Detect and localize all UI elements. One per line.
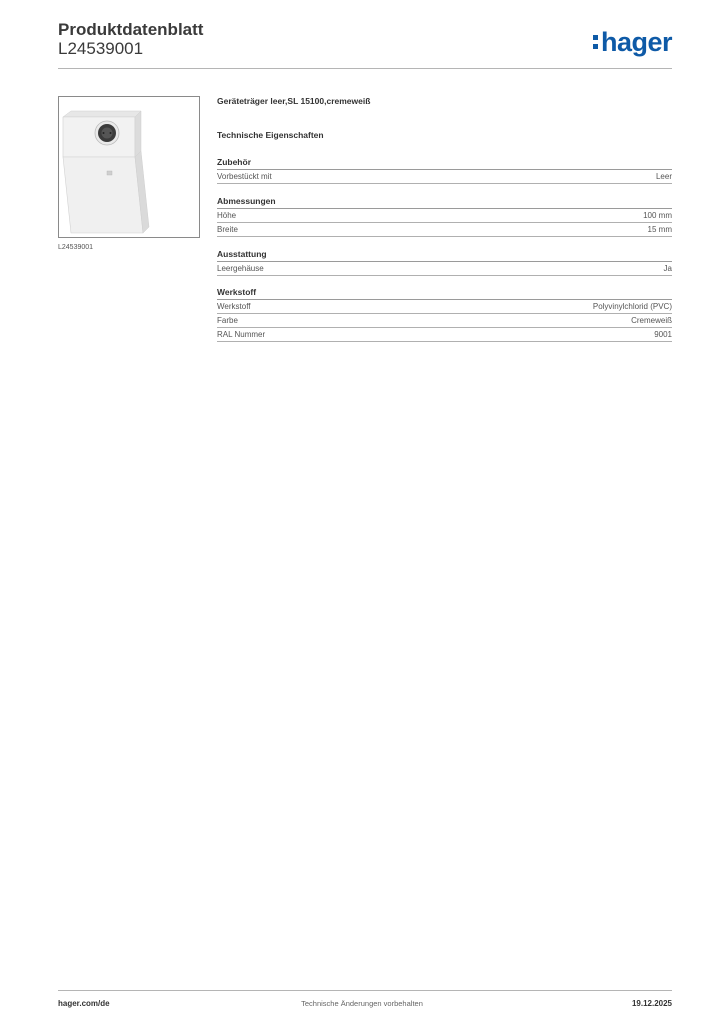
row-value: Polyvinylchlorid (PVC) <box>592 302 672 311</box>
row-label: Farbe <box>217 316 238 325</box>
section-zubehoer <box>217 157 672 184</box>
row-label: Leergehäuse <box>217 264 264 273</box>
row-value: Ja <box>663 264 672 273</box>
table-row <box>217 209 672 223</box>
row-label: Werkstoff <box>217 302 251 311</box>
footer-divider <box>58 990 672 991</box>
logo-dots-icon <box>593 33 598 51</box>
row-value: 15 mm <box>647 225 672 234</box>
footer-website-link[interactable]: hager.com/de <box>58 999 110 1008</box>
row-value: Leer <box>655 172 672 181</box>
section-heading: Zubehör <box>217 157 672 170</box>
section-werkstoff <box>217 287 672 342</box>
table-row <box>217 262 672 276</box>
footer-date: 19.12.2025 <box>631 999 672 1008</box>
section-heading: Abmessungen <box>217 196 672 209</box>
product-title: Geräteträger leer,SL 15100,cremeweiß <box>217 96 371 106</box>
logo-text: hager <box>600 27 672 57</box>
document-title: Produktdatenblatt <box>58 20 204 39</box>
section-ausstattung <box>217 249 672 276</box>
row-label: RAL Nummer <box>217 330 266 339</box>
table-row <box>217 314 672 328</box>
table-row <box>217 300 672 314</box>
row-value: Cremeweiß <box>631 316 672 325</box>
row-label: Breite <box>217 225 238 234</box>
table-row <box>217 223 672 237</box>
article-number: L24539001 <box>58 39 144 58</box>
hager-logo <box>593 27 672 58</box>
table-row <box>217 328 672 342</box>
section-abmessungen <box>217 196 672 237</box>
device-carrier-socket-icon <box>59 97 199 237</box>
row-label: Höhe <box>217 211 237 220</box>
section-heading: Ausstattung <box>217 249 672 262</box>
header-divider <box>58 68 672 69</box>
row-value: 100 mm <box>643 211 672 220</box>
section-heading: Werkstoff <box>217 287 672 300</box>
table-row <box>217 170 672 184</box>
row-value: 9001 <box>654 330 672 339</box>
image-caption: L24539001 <box>58 244 94 251</box>
row-label: Vorbestückt mit <box>217 172 272 181</box>
properties-heading: Technische Eigenschaften <box>217 130 324 140</box>
footer-disclaimer: Technische Änderungen vorbehalten <box>301 999 423 1008</box>
product-image <box>58 96 200 238</box>
